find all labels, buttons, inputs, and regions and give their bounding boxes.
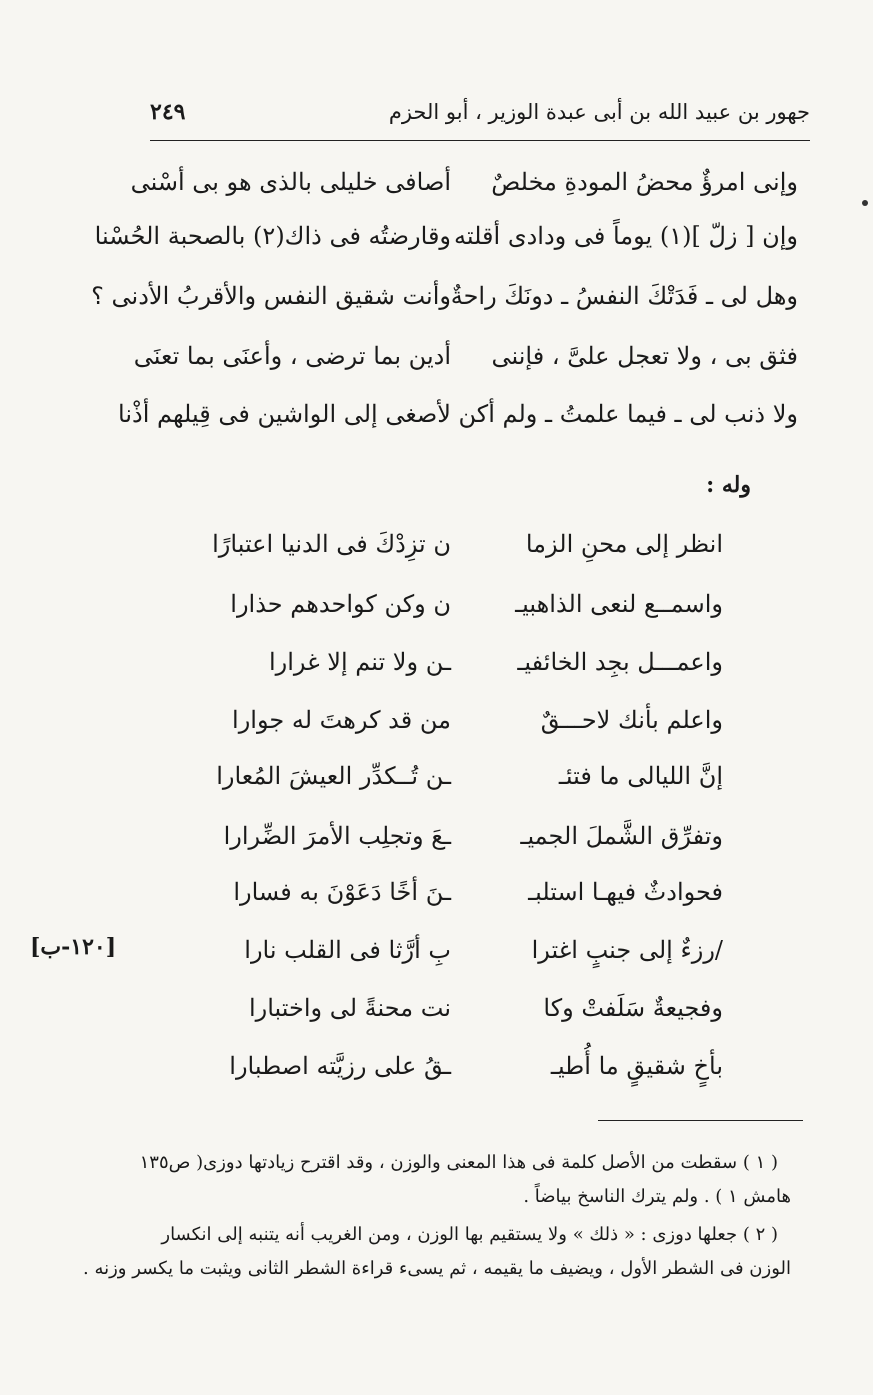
header-title: جهور بن عبيد الله بن أبى عبدة الوزير ، أبو الحزم — [388, 100, 810, 124]
poem2-line4-first: واعلم بأنك لاحـــقٌ — [540, 706, 723, 734]
poem2-line3-second: ـن ولا تنم إلا غرارا — [268, 648, 451, 676]
margin-folio-marker: [١٢٠-ب] — [30, 934, 117, 960]
poem2-line4-second: من قد كرهتَ له جوارا — [232, 706, 451, 734]
page-number: ٢٤٩ — [150, 99, 186, 125]
poem1-line2-second: وقارضتُه فى ذاك(٢) بالصحبة الحُسْنا — [94, 222, 451, 250]
poem1-line2-first: وإن [ زلّ ](١) يوماً فى ودادى أقلته — [454, 222, 798, 250]
poem1-line1-second: أصافى خليلى بالذى هو بى أسْنى — [130, 168, 451, 196]
poem2-line7-second: ـنَ أخًا دَعَوْنَ به فسارا — [233, 878, 451, 906]
poem1-line5-second: لأصغى إلى الواشين فى قِيلهم أذْنا — [118, 400, 451, 428]
poem2-line9-first: وفجيعةٌ سَلَفتْ وكا — [543, 994, 723, 1022]
header-rule — [150, 140, 810, 141]
poem2-line3-first: واعمـــل بجِد الخائفيـ — [517, 648, 723, 676]
poem2-line1-first: انظر إلى محنِ الزما — [525, 530, 723, 558]
poem2-line10-first: بأخٍ شقيقٍ ما أُطيـ — [550, 1052, 723, 1080]
poem2-line10-second: ـقُ على رزيَّته اصطبارا — [229, 1052, 451, 1080]
poem2-line5-second: ـن تُــكدِّر العيشَ المُعارا — [216, 762, 451, 790]
poem1-line5-first: ولا ذنب لى ـ فيما علمتُ ـ ولم أكن — [458, 400, 798, 428]
poem2-line1-second: ن تزِدْكَ فى الدنيا اعتبارًا — [212, 530, 451, 558]
poem2-line5-first: إنَّ الليالى ما فتئـ — [558, 762, 723, 790]
poem1-line3-first: وهل لى ـ فَدَتْكَ النفسُ ـ دونَكَ راحةٌ — [450, 282, 798, 310]
footnote-2-line1: ( ٢ ) جعلها دوزى : « ذلك » ولا يستقيم بها الوزن ، ومن الغريب أنه يتنبه إلى انكسار — [161, 1224, 778, 1245]
poem2-line6-first: وتفرِّق الشَّملَ الجميـ — [520, 822, 723, 850]
footnote-1-line2: هامش ١ ) . ولم يترك الناسخ بياضاً . — [523, 1186, 791, 1207]
footnote-2-line2: الوزن فى الشطر الأول ، ويضيف ما يقيمه ، ثم يسىء قراءة الشطر الثانى ويثبت ما يكسر وزنه . — [83, 1258, 791, 1279]
poem2-line9-second: نت محنةً لى واختبارا — [248, 994, 451, 1022]
poem2-line7-first: فحوادثٌ فيهـا استلبـ — [528, 878, 723, 906]
poem1-line4-second: أدين بما ترضى ، وأعنَى بما تعنَى — [133, 342, 451, 370]
poem2-line8-second: بِ أرَّثا فى القلب نارا — [244, 936, 451, 964]
footnote-rule — [598, 1120, 803, 1121]
poem1-line1-first: وإنى امرؤٌ محضُ المودةِ مخلصٌ — [491, 168, 798, 196]
running-header — [150, 92, 810, 132]
footnote-1-line1: ( ١ ) سقطت من الأصل كلمة فى هذا المعنى والوزن ، وقد اقترح زيادتها دوزى( ص١٣٥ — [139, 1152, 778, 1173]
poem1-line3-second: وأنت شقيق النفس والأقربُ الأدنى ؟ — [91, 282, 451, 310]
poem2-line6-second: ـعَ وتجلِب الأمرَ الضِّرارا — [223, 822, 451, 850]
margin-dot — [862, 200, 868, 206]
poem2-line8-first: /رزءٌ إلى جنبٍ اغترا — [531, 936, 723, 964]
poem2-intro: وله : — [706, 472, 751, 498]
poem2-line2-first: واسمــع لنعى الذاهبيـ — [515, 590, 723, 618]
poem1-line4-first: فثق بى ، ولا تعجل علىَّ ، فإننى — [491, 342, 798, 370]
poem2-line2-second: ن وكن كواحدهم حذارا — [230, 590, 451, 618]
